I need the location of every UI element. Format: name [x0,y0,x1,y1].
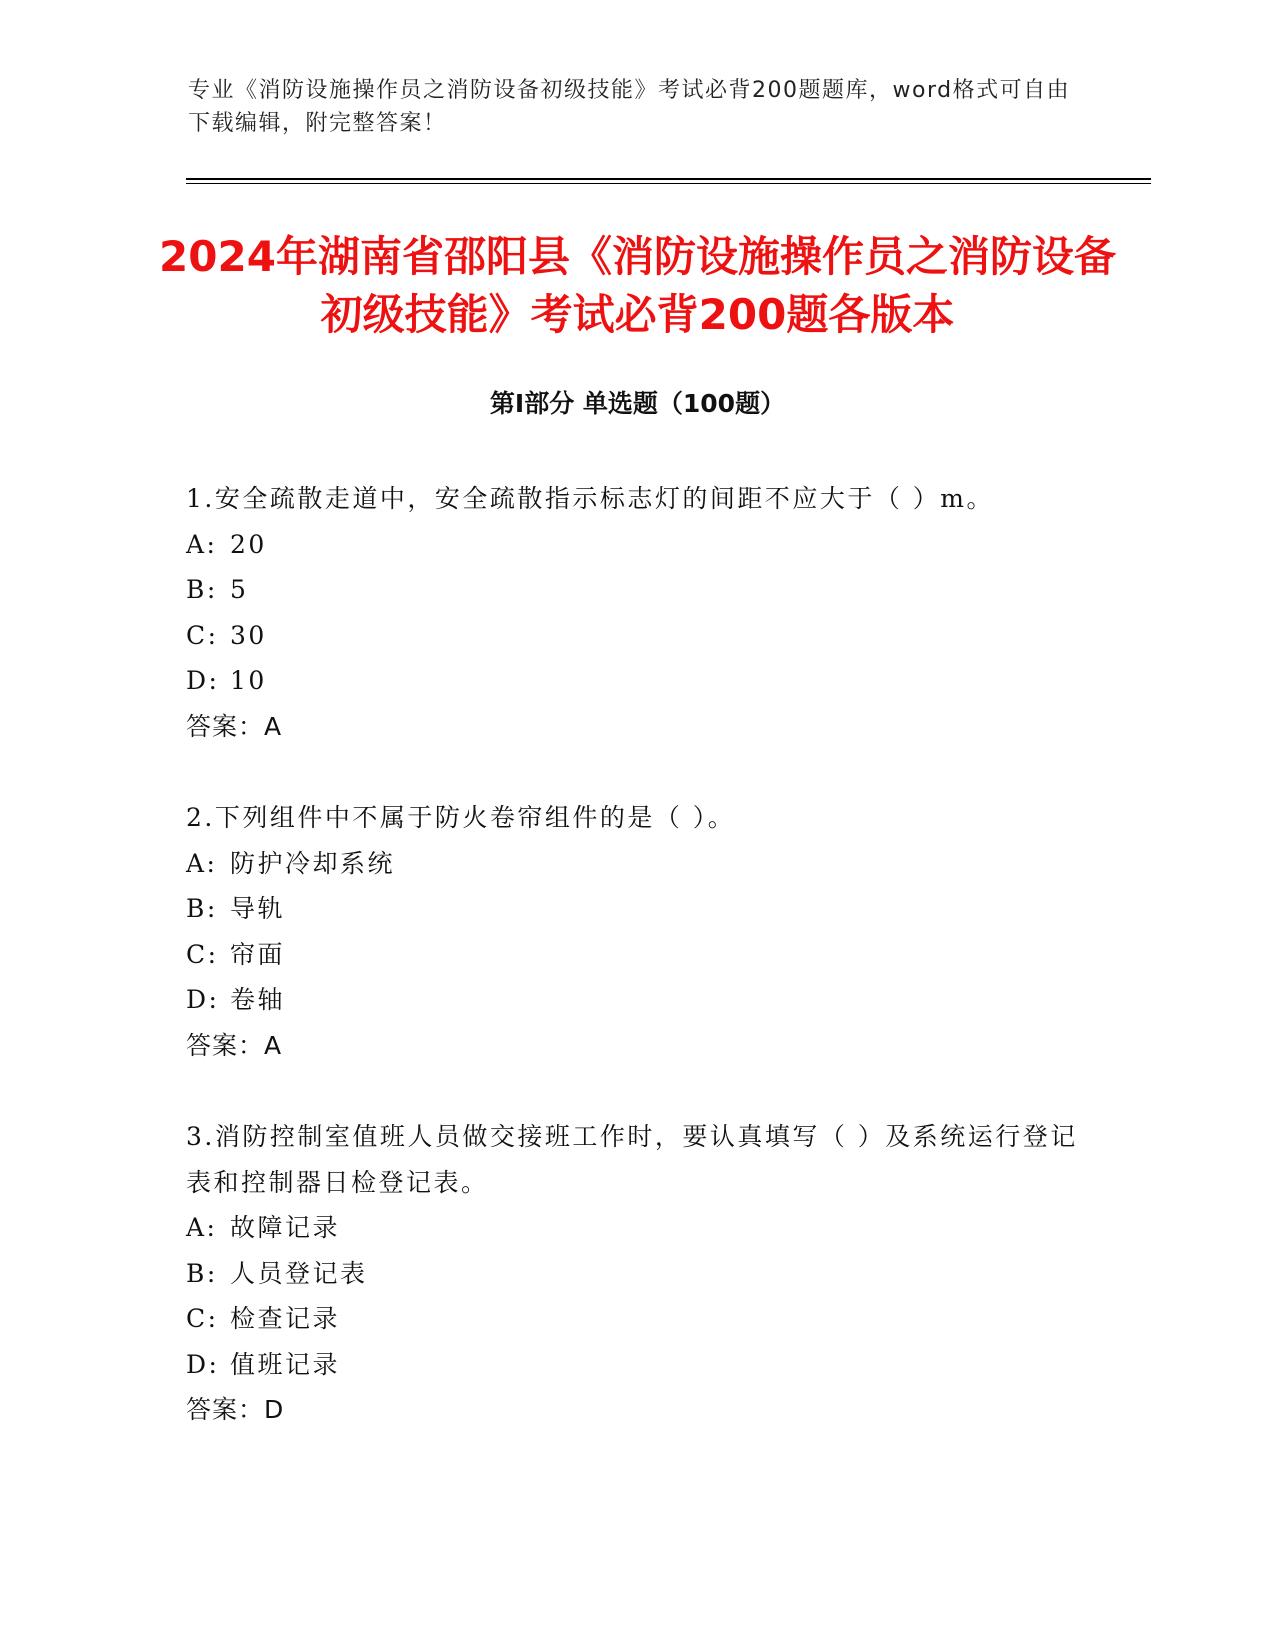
header-divider-thick [186,178,1151,180]
option-key: C: [186,939,219,969]
option-c [186,613,1086,659]
option-text: 人员登记表 [230,1258,368,1288]
question-stem: 2.下列组件中不属于防火卷帘组件的是（ ）。 [186,803,736,832]
option-text: 卷轴 [230,985,286,1014]
option-key: D: [186,666,220,695]
option-text: 故障记录 [230,1213,341,1242]
answer-line: 答案：A [186,711,283,741]
header-note: 专业《消防设施操作员之消防设备初级技能》考试必背200题题库，word格式可自由下载编辑，附完整答案！ [188,78,1071,136]
question-stem: 3.消防控制室值班人员做交接班工作时，要认真填写（ ）及系统运行登记表和控制器日检登记表。 [186,1122,1078,1197]
option-key: A: [186,1213,218,1242]
option-key: B: [186,894,218,923]
section-heading: 第Ⅰ部分 单选题（100题） [489,389,786,418]
option-d [186,977,1086,1023]
answer-line: 答案：D [186,1395,285,1424]
option-key: D: [186,1349,220,1379]
option-text: 5 [230,575,249,604]
question-stem: 1.安全疏散走道中，安全疏散指示标志灯的间距不应大于（ ）m。 [186,484,995,513]
option-key: B: [186,1258,218,1288]
question-2 [186,795,1086,1068]
option-a [186,522,1086,568]
option-b [186,567,1086,613]
option-c [186,932,1086,978]
option-a [186,1205,1086,1251]
option-text: 帘面 [230,939,286,969]
option-key: A: [186,848,218,878]
answer-line: 答案：A [186,1030,283,1060]
option-b [186,886,1086,932]
question-1 [186,476,1086,749]
option-a [186,841,1086,887]
option-text: 防护冷却系统 [230,848,396,878]
option-text: 值班记录 [230,1349,341,1379]
option-key: C: [186,620,219,650]
question-list [186,476,1086,1479]
option-b [186,1251,1086,1297]
option-key: B: [186,575,218,604]
option-text: 30 [230,620,267,650]
option-key: C: [186,1304,219,1333]
option-text: 20 [230,529,267,559]
option-c [186,1296,1086,1342]
option-key: D: [186,985,220,1014]
header-divider-thin [186,183,1151,184]
question-3 [186,1114,1086,1433]
document-title: 2024年湖南省邵阳县《消防设施操作员之消防设备初级技能》考试必背200题各版本 [159,232,1116,339]
option-text: 10 [230,666,267,695]
option-text: 导轨 [230,894,286,923]
option-d [186,1342,1086,1388]
option-text: 检查记录 [230,1304,341,1333]
option-d [186,658,1086,704]
option-key: A: [186,529,218,559]
